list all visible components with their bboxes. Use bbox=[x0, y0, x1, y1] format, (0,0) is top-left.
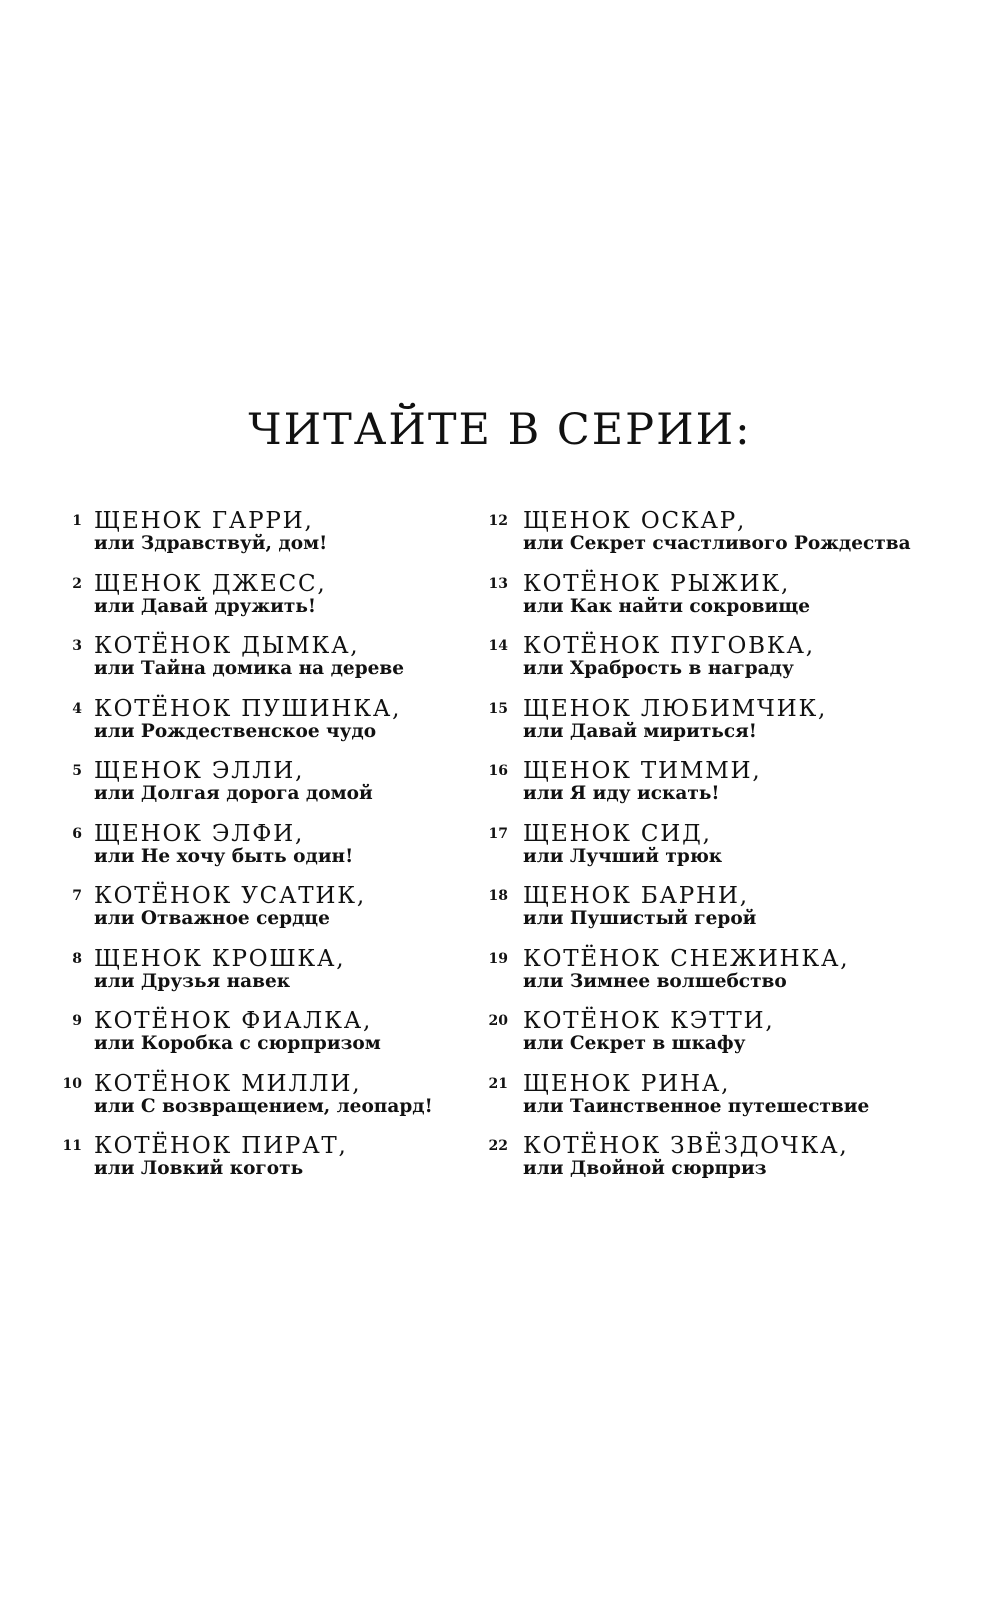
entry-title: КОТЁНОК КЭТТИ, bbox=[523, 1008, 775, 1034]
entry-subtitle: или Давай мириться! bbox=[523, 720, 757, 742]
entry-number: 21 bbox=[488, 1075, 508, 1092]
entry-subtitle: или Таинственное путешествие bbox=[523, 1095, 870, 1117]
entry-title: ЩЕНОК ГАРРИ, bbox=[94, 508, 314, 534]
entry-title: КОТЁНОК ДЫМКА, bbox=[94, 633, 360, 659]
entry-number: 19 bbox=[488, 950, 508, 967]
entry-title: КОТЁНОК МИЛЛИ, bbox=[94, 1070, 362, 1097]
entry-number: 3 bbox=[72, 638, 82, 654]
entry-title: ЩЕНОК СИД, bbox=[523, 820, 712, 847]
entry-subtitle: или Рождественское чудо bbox=[94, 720, 377, 742]
entry-subtitle: или Здравствуй, дом! bbox=[94, 533, 328, 554]
entry-number: 2 bbox=[72, 575, 82, 592]
entry-subtitle: или Как найти сокровище bbox=[523, 595, 811, 617]
entry-subtitle: или Тайна домика на дереве bbox=[94, 658, 405, 679]
entry-subtitle: или Друзья навек bbox=[94, 970, 291, 992]
entry-title: КОТЁНОК СНЕЖИНКА, bbox=[523, 945, 850, 972]
entry-title: КОТЁНОК ЗВЁЗДОЧКА, bbox=[523, 1133, 849, 1159]
entry-subtitle: или Я иду искать! bbox=[523, 783, 720, 804]
entry-number: 5 bbox=[72, 763, 82, 779]
entry-title: КОТЁНОК УСАТИК, bbox=[94, 883, 366, 909]
entry-title: ЩЕНОК БАРНИ, bbox=[523, 883, 749, 909]
entry-number: 10 bbox=[62, 1075, 82, 1092]
entry-title: ЩЕНОК ЭЛЛИ, bbox=[94, 758, 305, 784]
entry-number: 12 bbox=[488, 513, 508, 529]
entry-title: КОТЁНОК ПИРАТ, bbox=[94, 1133, 348, 1159]
entry-number: 7 bbox=[72, 888, 82, 904]
entry-subtitle: или Секрет в шкафу bbox=[523, 1033, 746, 1054]
entry-number: 8 bbox=[72, 950, 82, 967]
entry-subtitle: или Лучший трюк bbox=[523, 845, 723, 867]
entry-number: 4 bbox=[72, 700, 82, 717]
entry-number: 13 bbox=[488, 575, 508, 592]
entry-subtitle: или Пушистый герой bbox=[523, 908, 757, 929]
entry-subtitle: или Храбрость в награду bbox=[523, 658, 794, 679]
entry-number: 18 bbox=[488, 888, 508, 904]
entry-subtitle: или С возвращением, леопард! bbox=[94, 1095, 433, 1117]
entry-number: 11 bbox=[62, 1138, 82, 1154]
entry-number: 20 bbox=[488, 1013, 508, 1029]
entry-number: 17 bbox=[488, 825, 508, 842]
entry-subtitle: или Давай дружить! bbox=[94, 595, 317, 617]
entry-title: ЩЕНОК ДЖЕСС, bbox=[94, 570, 327, 597]
page-title: ЧИТАЙТЕ В СЕРИИ: bbox=[248, 405, 752, 455]
entry-title: ЩЕНОК ЭЛФИ, bbox=[94, 820, 305, 847]
entry-subtitle: или Секрет счастливого Рождества bbox=[523, 533, 911, 554]
entry-subtitle: или Ловкий коготь bbox=[94, 1158, 304, 1179]
entry-subtitle: или Отважное сердце bbox=[94, 908, 330, 929]
entry-title: ЩЕНОК КРОШКА, bbox=[94, 945, 346, 972]
entry-number: 9 bbox=[72, 1013, 82, 1029]
entry-title: ЩЕНОК ЛЮБИМЧИК, bbox=[523, 695, 828, 722]
entry-number: 6 bbox=[72, 825, 82, 842]
entry-subtitle: или Коробка с сюрпризом bbox=[94, 1033, 381, 1054]
entry-subtitle: или Зимнее волшебство bbox=[523, 970, 787, 992]
entry-title: КОТЁНОК РЫЖИК, bbox=[523, 570, 791, 597]
entry-number: 1 bbox=[72, 513, 82, 529]
entry-number: 15 bbox=[488, 700, 508, 717]
entry-title: КОТЁНОК ПУШИНКА, bbox=[94, 695, 402, 722]
entry-subtitle: или Не хочу быть один! bbox=[94, 845, 354, 867]
entry-subtitle: или Двойной сюрприз bbox=[523, 1158, 767, 1179]
entry-title: ЩЕНОК ОСКАР, bbox=[523, 508, 747, 534]
entry-number: 16 bbox=[488, 763, 508, 779]
entry-title: КОТЁНОК ФИАЛКА, bbox=[94, 1008, 373, 1034]
entry-subtitle: или Долгая дорога домой bbox=[94, 783, 373, 804]
entry-number: 14 bbox=[488, 638, 508, 654]
entry-number: 22 bbox=[488, 1138, 508, 1154]
entry-title: ЩЕНОК ТИММИ, bbox=[523, 758, 762, 784]
entry-title: ЩЕНОК РИНА, bbox=[523, 1070, 731, 1097]
entry-title: КОТЁНОК ПУГОВКА, bbox=[523, 633, 815, 659]
